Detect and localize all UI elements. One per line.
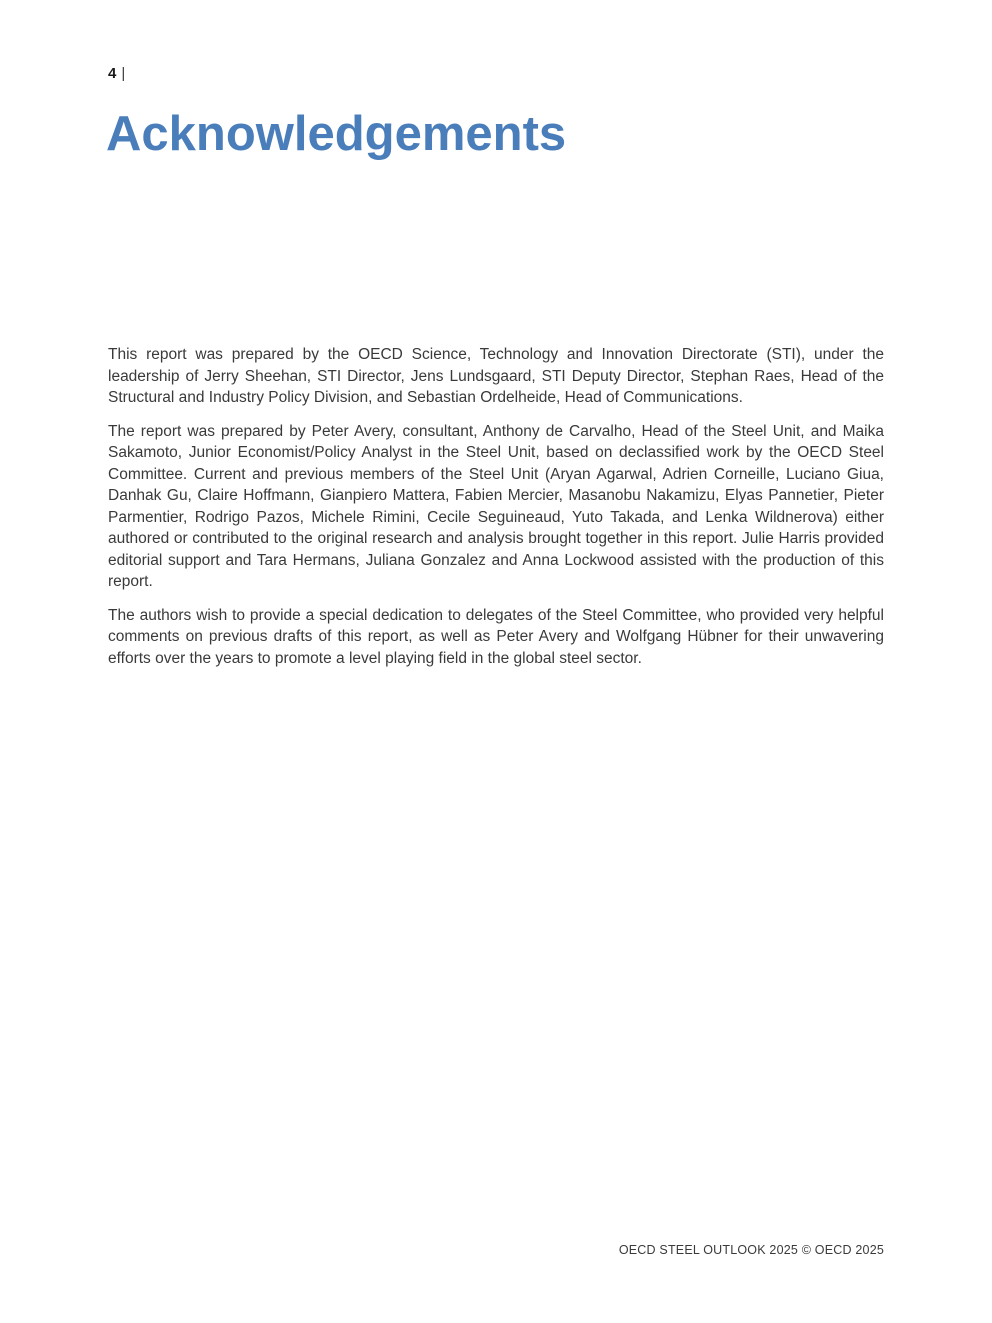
page-number-separator: | xyxy=(121,65,126,82)
page-number: 4 xyxy=(108,65,117,82)
paragraph-1: This report was prepared by the OECD Science, Technology and Innovation Directorate (STI), under the leadership of Jerry Sheehan, STI Director, Jens Lundsgaard, STI Deputy Director, Stephan Raes, Head of the Structural and Industry Policy Division, and Sebastian Ordelheide, Head of Communications. xyxy=(108,346,884,406)
paragraph-3: The authors wish to provide a special dedication to delegates of the Steel Committee, who provided very helpful comments on previous drafts of this report, as well as Peter Avery and Wolfgang Hübner for their unwavering efforts over the years to promote a level playing field in the global steel sector. xyxy=(108,606,884,667)
page-footer: OECD STEEL OUTLOOK 2025 © OECD 2025 xyxy=(618,1243,884,1257)
page-title: Acknowledgements xyxy=(106,107,567,161)
body-text xyxy=(108,344,884,681)
page-header xyxy=(108,64,125,84)
paragraph-2: The report was prepared by Peter Avery, consultant, Anthony de Carvalho, Head of the Steel Unit, and Maika Sakamoto, Junior Economist/Policy Analyst in the Steel Unit, based on declassified work by the OECD Steel Committee. Current and previous members of the Steel Unit (Aryan Agarwal, Adrien Corneille, Luciano Giua, Danhak Gu, Claire Hoffmann, Gianpiero Mattera, Fabien Mercier, Masanobu Nakamizu, Elyas Pannetier, Pieter Parmentier, Rodrigo Pazos, Michele Rimini, Cecile Seguineaud, Yuto Takada, and Lenka Wildnerova) either authored or contributed to the original research and analysis brought together in this report. Julie Harris provided editorial support and Tara Hermans, Juliana Gonzalez and Anna Lockwood assisted with the production of this report. xyxy=(108,422,884,590)
